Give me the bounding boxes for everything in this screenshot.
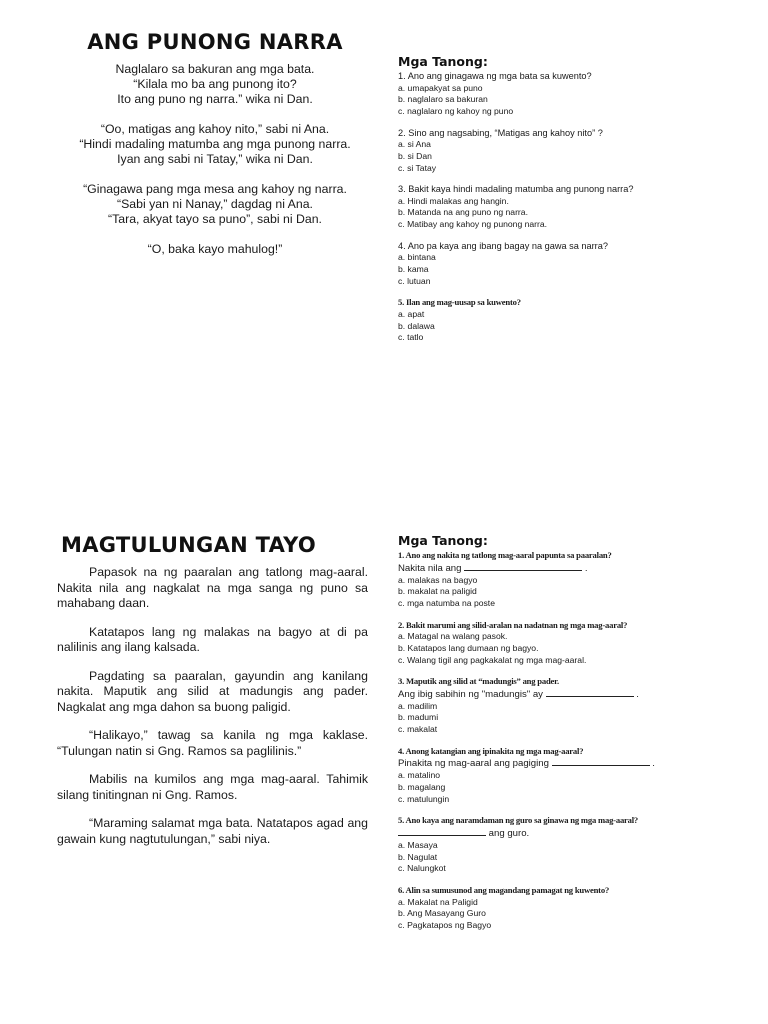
question-text: 2. Sino ang nagsabing, “Matigas ang kahoy nito” ? <box>398 127 603 138</box>
answer-option: c. mga natumba na poste <box>398 597 495 608</box>
question-text: 4. Anong katangian ang ipinakita ng mga mag-aaral? <box>398 745 584 756</box>
answer-option: c. Matibay ang kahoy ng punong narra. <box>398 219 548 230</box>
answer-blank[interactable] <box>552 757 650 766</box>
story-line: Iyan ang sabi ni Tatay,” wika ni Dan. <box>117 152 313 166</box>
question-text: 1. Ano ang nakita ng tatlong mag-aaral papunta sa paaralan? <box>398 550 612 560</box>
fill-in-line <box>398 827 698 840</box>
fill-in-suffix: . <box>584 562 588 574</box>
fill-in-suffix: ang guro. <box>488 827 530 839</box>
question-text: 1. Ano ang ginagawa ng mga bata sa kuwento? <box>398 71 592 81</box>
fill-in-prefix: Ang ibig sabihin ng "madungis" ay <box>398 688 543 700</box>
answer-option: b. naglalaro sa bakuran <box>398 94 488 105</box>
answer-option: b. kama <box>398 264 429 275</box>
answer-option: b. makalat na paligid <box>398 586 477 597</box>
fill-in-suffix: . <box>652 758 655 770</box>
answer-option: c. naglalaro ng kahoy ng puno <box>398 105 514 116</box>
answer-option: b. Ang Masayang Guro <box>398 908 486 919</box>
question-block <box>398 184 698 231</box>
fill-in-prefix: Nakita nila ang <box>398 562 462 574</box>
answer-option: a. Masaya <box>398 839 438 850</box>
answer-option: a. Makalat na Paligid <box>398 896 478 907</box>
questions-heading: Mga Tanong: <box>398 54 488 69</box>
answer-option: c. lutuan <box>398 275 431 286</box>
answer-option: b. madumi <box>398 712 439 723</box>
answer-option: a. Hindi malakas ang hangin. <box>398 195 509 206</box>
question-block <box>398 71 698 118</box>
question-block <box>398 620 698 667</box>
stanza <box>55 122 375 167</box>
answer-option: c. Pagkatapos ng Bagyo <box>398 919 492 930</box>
answer-option: a. bintana <box>398 252 436 263</box>
question-block <box>398 241 698 288</box>
answer-option: b. Matanda na ang puno ng narra. <box>398 207 528 218</box>
answer-blank[interactable] <box>546 688 634 697</box>
fill-in-line <box>398 562 698 575</box>
answer-option: c. Nalungkot <box>398 863 446 874</box>
answer-blank[interactable] <box>398 827 486 836</box>
answer-option: a. apat <box>398 308 425 319</box>
story-magtulungan <box>57 533 368 860</box>
fill-in-prefix: Pinakita ng mag-aaral ang pagiging <box>398 758 549 770</box>
questions-narra <box>398 54 698 354</box>
question-text: 5. Ano kaya ang naramdaman ng guro sa ginawa ng mga mag-aaral? <box>398 815 639 826</box>
answer-option: a. Matagal na walang pasok. <box>398 631 508 642</box>
questions-heading: Mga Tanong: <box>398 533 488 548</box>
answer-option: c. makalat <box>398 724 438 735</box>
question-block <box>398 746 698 806</box>
answer-option: a. umapakyat sa puno <box>398 82 483 93</box>
answer-option: c. si Tatay <box>398 162 437 173</box>
stanza <box>55 242 375 257</box>
story-paragraph: Pagdating sa paaralan, gayundin ang kanilang nakita. Maputik ang silid at madungis ang pader. Nagkalat ang mga dahon sa buong paligid. <box>57 668 368 714</box>
fill-in-line <box>398 757 698 770</box>
story-paragraph: Mabilis na kumilos ang mga mag-aaral. Tahimik silang tinitingnan ni Gng. Ramos. <box>57 772 368 802</box>
answer-option: b. Nagulat <box>398 851 438 862</box>
fill-in-line <box>398 688 698 701</box>
worksheet-section-magtulungan <box>0 533 768 933</box>
question-text: 6. Alin sa sumusunod ang magandang pamagat ng kuwento? <box>398 885 610 896</box>
questions-magtulungan <box>398 533 698 942</box>
fill-in-suffix: . <box>636 688 639 700</box>
story-line: Ito ang puno ng narra.” wika ni Dan. <box>117 92 313 106</box>
question-text: 4. Ano pa kaya ang ibang bagay na gawa sa narra? <box>398 240 608 251</box>
answer-option: a. madilim <box>398 700 438 711</box>
story-title: MAGTULUNGAN TAYO <box>61 533 317 557</box>
story-line: Naglalaro sa bakuran ang mga bata. <box>115 62 315 76</box>
story-line: “Tara, akyat tayo sa puno”, sabi ni Dan. <box>108 212 322 226</box>
answer-option: a. matalino <box>398 770 441 781</box>
story-paragraph: Papasok na ng paaralan ang tatlong mag-aaral. Nakita nila ang nagkalat na mga sanga ng puno sa mahabang daan. <box>57 565 368 610</box>
stanza <box>55 182 375 227</box>
answer-option: c. Walang tigil ang pagkakalat ng mga mag-aaral. <box>398 654 587 665</box>
question-block <box>398 128 698 175</box>
answer-option: b. si Dan <box>398 150 432 161</box>
answer-option: b. magalang <box>398 782 446 793</box>
question-block <box>398 676 698 736</box>
story-title: ANG PUNONG NARRA <box>87 30 343 54</box>
question-block <box>398 885 698 932</box>
question-block <box>398 550 698 610</box>
story-line: “Oo, matigas ang kahoy nito,” sabi ni Ana. <box>100 122 330 136</box>
question-text: 5. Ilan ang mag-uusap sa kuwento? <box>398 297 521 308</box>
story-narra <box>55 30 375 272</box>
answer-option: a. malakas na bagyo <box>398 574 478 585</box>
answer-option: a. si Ana <box>398 139 431 150</box>
question-block <box>398 815 698 875</box>
question-text: 3. Maputik ang silid at “madungis” ang pader. <box>398 676 559 687</box>
story-line: “O, baka kayo mahulog!” <box>147 242 283 256</box>
answer-option: c. tatlo <box>398 332 424 343</box>
story-line: “Hindi madaling matumba ang mga punong narra. <box>79 137 351 151</box>
answer-option: c. matulungin <box>398 793 450 804</box>
worksheet-section-narra <box>0 30 768 360</box>
story-line: “Ginagawa pang mga mesa ang kahoy ng narra. <box>83 182 347 196</box>
answer-blank[interactable] <box>464 562 582 571</box>
story-line: “Kilala mo ba ang punong ito? <box>133 77 297 91</box>
answer-option: b. dalawa <box>398 320 435 331</box>
story-paragraph: “Maraming salamat mga bata. Natatapos agad ang gawain kung nagtutulungan,” sabi niya. <box>57 816 368 846</box>
question-text: 3. Bakit kaya hindi madaling matumba ang punong narra? <box>398 184 634 195</box>
question-text: 2. Bakit marumi ang silid-aralan na nadatnan ng mga mag-aaral? <box>398 619 628 630</box>
story-paragraph: Katatapos lang ng malakas na bagyo at di pa nalilinis ang ilang kalsada. <box>57 624 368 654</box>
question-block <box>398 297 698 344</box>
story-line: “Sabi yan ni Nanay,” dagdag ni Ana. <box>117 197 313 211</box>
answer-option: b. Katatapos lang dumaan ng bagyo. <box>398 642 539 653</box>
story-paragraph: “Halikayo,” tawag sa kanila ng mga kaklase. “Tulungan natin si Gng. Ramos sa paglilinis.” <box>57 728 368 758</box>
stanza <box>55 62 375 107</box>
